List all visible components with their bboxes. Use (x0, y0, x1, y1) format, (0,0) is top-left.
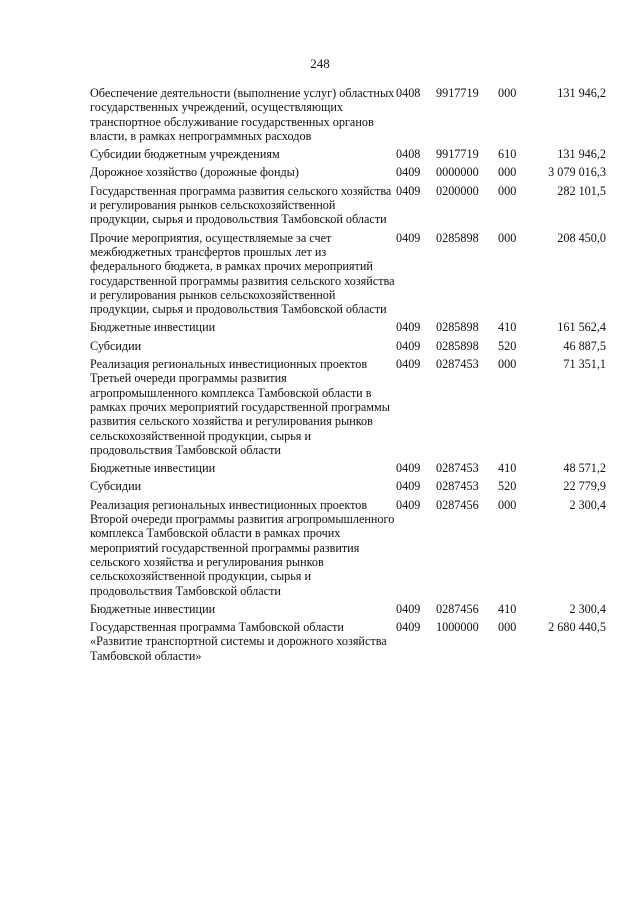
table-row (90, 147, 606, 165)
row-section-code: 0409 (396, 320, 421, 335)
table-row (90, 184, 606, 231)
row-name: Обеспечение деятельности (выполнение услуг) областных государственных учреждений, осуществляющих транспортное обслуживание государственных органов власти, в рамках непрограммных расходов (90, 86, 395, 143)
row-section-code: 0409 (396, 497, 421, 512)
row-name: Прочие мероприятия, осуществляемые за счет межбюджетных трансфертов прошлых лет из федерального бюджета, в рамках прочих мероприятий государственной программы развития сельского хозяйства и регулирования рынков сельскохозяйственной продукции, сырья и продовольствия Тамбовской области (90, 230, 395, 317)
row-amount: 161 562,4 (557, 320, 606, 335)
table-row (90, 165, 606, 183)
row-target-code: 9917719 (436, 86, 479, 100)
table-row (90, 357, 606, 461)
row-section-code: 0409 (396, 461, 421, 476)
row-name: Реализация региональных инвестиционных проектов Второй очереди программы развития агропромышленного комплекса Тамбовской области в рамках прочих мероприятий государственной программы развития сельского хозяйства и регулирования рынков сельскохозяйственной продукции, сырья и продовольствия Тамбовской области (90, 497, 395, 598)
row-amount: 282 101,5 (557, 183, 606, 198)
row-amount: 131 946,2 (557, 147, 606, 162)
row-name: Государственная программа развития сельского хозяйства и регулирования рынков сельскохозяйственной продукции, сырья и продовольствия Тамбовской области (90, 183, 392, 227)
row-amount: 208 450,0 (557, 230, 606, 245)
table-row (90, 479, 606, 497)
row-section-code: 0408 (396, 86, 421, 100)
row-section-code: 0409 (396, 230, 421, 245)
row-target-code: 1000000 (436, 620, 479, 635)
row-target-code: 0000000 (436, 165, 479, 180)
row-target-code: 0287456 (436, 601, 479, 616)
row-amount: 131 946,2 (557, 86, 606, 100)
row-name: Субсидии (90, 479, 142, 494)
row-section-code: 0409 (396, 479, 421, 494)
row-name: Реализация региональных инвестиционных проектов Третьей очереди программы развития агропромышленного комплекса Тамбовской области в рамках прочих мероприятий государственной программы развития сельского хозяйства и регулирования рынков сельскохозяйственной продукции, сырья и продовольствия Тамбовской области (90, 357, 390, 457)
row-name: Бюджетные инвестиции (90, 601, 216, 616)
row-expense-code: 410 (498, 461, 517, 476)
row-expense-code: 520 (498, 338, 517, 353)
row-target-code: 0200000 (436, 183, 479, 198)
row-expense-code: 410 (498, 601, 517, 616)
row-name: Бюджетные инвестиции (90, 461, 216, 476)
row-target-code: 9917719 (436, 147, 479, 162)
page-number: 248 (310, 56, 330, 71)
row-expense-code: 610 (498, 147, 517, 162)
row-target-code: 0287453 (436, 461, 479, 476)
row-expense-code: 000 (498, 357, 517, 372)
row-amount: 2 300,4 (569, 601, 606, 616)
row-target-code: 0285898 (436, 320, 479, 335)
row-section-code: 0408 (396, 147, 421, 162)
row-expense-code: 000 (498, 86, 517, 100)
row-section-code: 0409 (396, 601, 421, 616)
row-amount: 2 680 440,5 (548, 620, 606, 635)
table-row (90, 498, 606, 602)
row-expense-code: 000 (498, 183, 517, 198)
table-row (90, 461, 606, 479)
row-expense-code: 000 (498, 620, 517, 635)
row-target-code: 0287456 (436, 497, 479, 512)
table-row (90, 231, 606, 321)
row-section-code: 0409 (396, 165, 421, 180)
row-amount: 71 351,1 (563, 357, 606, 372)
table-row (90, 339, 606, 357)
row-target-code: 0287453 (436, 357, 479, 372)
row-section-code: 0409 (396, 357, 421, 372)
row-expense-code: 000 (498, 497, 517, 512)
row-target-code: 0285898 (436, 230, 479, 245)
table-row (90, 602, 606, 620)
row-name: Субсидии (90, 338, 142, 353)
row-amount: 48 571,2 (563, 461, 606, 476)
row-amount: 46 887,5 (563, 338, 606, 353)
row-target-code: 0287453 (436, 479, 479, 494)
row-amount: 3 079 016,3 (548, 165, 606, 180)
row-section-code: 0409 (396, 338, 421, 353)
row-section-code: 0409 (396, 183, 421, 198)
row-expense-code: 520 (498, 479, 517, 494)
budget-table (90, 86, 606, 667)
row-expense-code: 410 (498, 320, 517, 335)
row-name: Дорожное хозяйство (дорожные фонды) (90, 165, 299, 180)
row-target-code: 0285898 (436, 338, 479, 353)
row-expense-code: 000 (498, 165, 517, 180)
table-row (90, 620, 606, 667)
row-amount: 2 300,4 (569, 497, 606, 512)
table-body (90, 86, 606, 667)
row-name: Государственная программа Тамбовской области «Развитие транспортной системы и дорожного хозяйства Тамбовской области» (90, 620, 387, 663)
table-row (90, 86, 606, 147)
row-section-code: 0409 (396, 620, 421, 635)
row-name: Субсидии бюджетным учреждениям (90, 147, 280, 162)
row-expense-code: 000 (498, 230, 517, 245)
row-amount: 22 779,9 (563, 479, 606, 494)
row-name: Бюджетные инвестиции (90, 320, 216, 335)
table-row (90, 320, 606, 338)
